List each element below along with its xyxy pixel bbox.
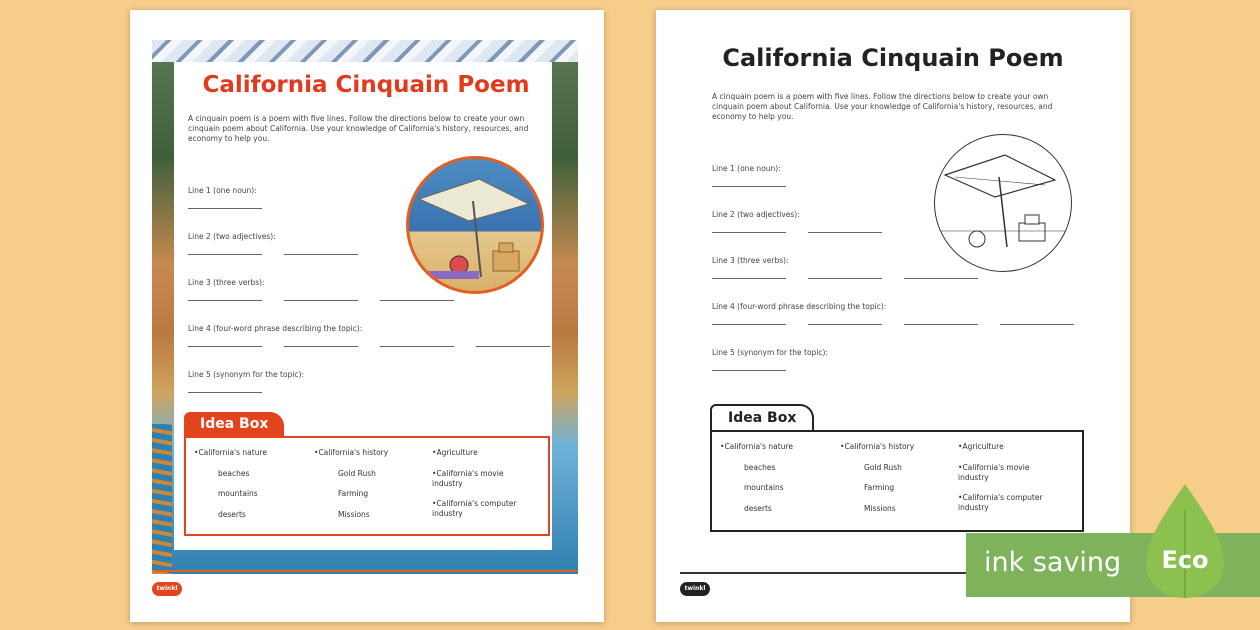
page-title: California Cinquain Poem [202,72,530,98]
beach-umbrella-outline-icon [935,135,1072,272]
line-3-blank [380,300,454,301]
idea-item: • Agriculture [432,448,528,458]
idea-item: • California's history [314,448,410,458]
idea-item: Farming [338,489,369,498]
idea-item: Missions [864,503,896,513]
intro-paragraph: A cinquain poem is a poem with five lines. Follow the directions below to create your own cinquain poem about California. Use your knowledge of California's history, resources, and economy to help you. [712,92,1053,121]
line-2-blank [284,254,358,255]
idea-column [720,442,816,524]
line-3-blank [904,278,978,279]
line-5-blank [712,370,786,371]
idea-item: Gold Rush [338,468,376,478]
idea-item: • California's nature [194,448,290,458]
idea-item: • California's movie industry [432,469,528,489]
idea-item: Farming [864,483,895,492]
line-4-blank [476,346,550,347]
idea-item: Missions [338,509,370,519]
line-4-blank [808,324,882,325]
idea-item: • California's history [840,442,936,452]
beach-illustration-outline [934,134,1072,272]
line-2-blank [712,232,786,233]
page-title: California Cinquain Poem [722,44,1064,72]
idea-column [958,442,1054,524]
idea-column [432,448,528,530]
ink-saving-label: ink saving [984,547,1122,578]
idea-box [710,430,1084,532]
line-5-label: Line 5 (synonym for the topic): [712,348,829,357]
idea-item: beaches [744,462,776,472]
idea-item: deserts [744,503,772,513]
line-3-label: Line 3 (three verbs): [712,256,789,265]
idea-item: mountains [218,489,258,498]
line-3-blank [284,300,358,301]
line-3-label: Line 3 (three verbs): [188,278,265,287]
idea-item: mountains [744,483,784,492]
eco-label: Eco [1161,546,1209,574]
twinkl-logo: twinkl [680,582,710,596]
line-5-blank [188,392,262,393]
line-4-blank [904,324,978,325]
footer-divider [154,570,578,572]
line-3-blank [188,300,262,301]
idea-column [314,448,410,530]
line-4-blank [284,346,358,347]
intro-paragraph: A cinquain poem is a poem with five lines. Follow the directions below to create your own cinquain poem about California. Use your knowledge of California's history, resources, and economy to help you. [188,114,529,143]
line-4-blank [712,324,786,325]
line-1-blank [712,186,786,187]
line-1-label: Line 1 (one noun): [188,186,257,195]
idea-box-title: Idea Box [710,404,814,430]
idea-item: Gold Rush [864,462,902,472]
idea-item: • California's computer industry [958,493,1054,513]
leaf-icon [1140,480,1230,600]
idea-item: • Agriculture [958,442,1054,452]
line-5-label: Line 5 (synonym for the topic): [188,370,305,379]
ink-saving-worksheet-preview [656,10,1130,622]
line-2-label: Line 2 (two adjectives): [712,210,800,219]
line-4-label: Line 4 (four-word phrase describing the topic): [712,302,887,311]
idea-item: deserts [218,509,246,519]
idea-item: • California's nature [720,442,816,452]
line-2-blank [188,254,262,255]
line-3-blank [808,278,882,279]
coral-decoration [152,424,172,574]
idea-box-title: Idea Box [184,412,284,436]
color-worksheet-preview [130,10,604,622]
snowy-mountains-strip [152,40,578,62]
idea-box [184,436,550,536]
line-4-label: Line 4 (four-word phrase describing the topic): [188,324,363,333]
idea-item: beaches [218,468,250,478]
line-1-label: Line 1 (one noun): [712,164,781,173]
idea-column [840,442,936,524]
line-4-blank [380,346,454,347]
beach-umbrella-icon [409,159,544,294]
line-4-blank [1000,324,1074,325]
line-2-blank [808,232,882,233]
line-3-blank [712,278,786,279]
line-2-label: Line 2 (two adjectives): [188,232,276,241]
idea-column [194,448,290,530]
line-1-blank [188,208,262,209]
line-4-blank [188,346,262,347]
idea-item: • California's movie industry [958,463,1054,483]
beach-illustration [406,156,544,294]
twinkl-logo: twinkl [152,582,182,596]
idea-item: • California's computer industry [432,499,528,519]
